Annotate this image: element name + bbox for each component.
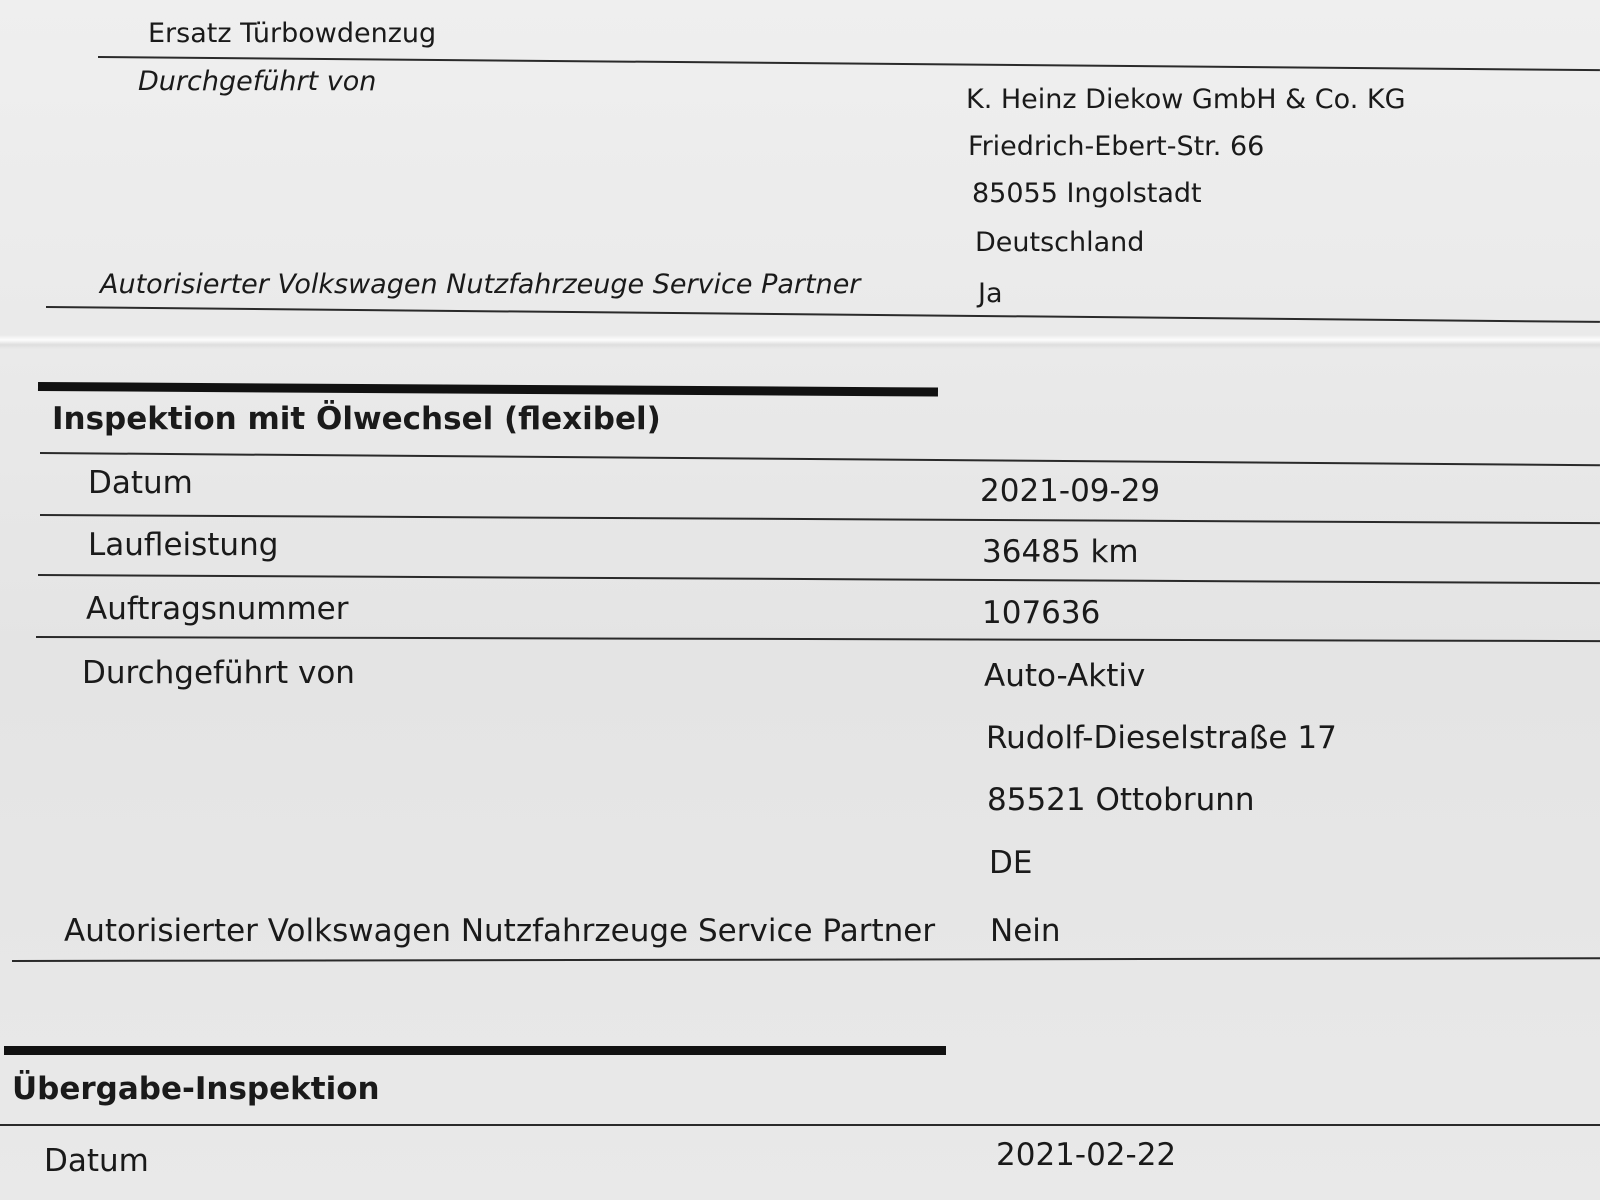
order-number-label: Auftragsnummer	[86, 591, 349, 627]
date-value: 2021-09-29	[980, 473, 1161, 509]
divider	[40, 452, 1600, 466]
workshop-city: 85521 Ottobrunn	[987, 782, 1255, 818]
divider	[40, 514, 1600, 524]
divider	[0, 1124, 1600, 1126]
date-label: Datum	[44, 1143, 149, 1179]
divider	[46, 306, 1600, 323]
divider	[36, 636, 1600, 642]
handover-heading: Übergabe-Inspektion	[12, 1071, 380, 1107]
partner-label: Autorisierter Volkswagen Nutzfahrzeuge Service Partner	[64, 913, 936, 949]
divider	[38, 574, 1600, 584]
workshop-name: Auto-Aktiv	[984, 658, 1146, 694]
mileage-label: Laufleistung	[88, 527, 279, 563]
mileage-value: 36485 km	[982, 534, 1139, 570]
divider	[12, 957, 1600, 962]
order-number-value: 107636	[982, 595, 1101, 631]
partner-value: Nein	[990, 913, 1061, 949]
date-value: 2021-02-22	[996, 1137, 1177, 1173]
partner-value: Ja	[978, 278, 1003, 309]
performed-by-label: Durchgeführt von	[138, 66, 377, 97]
section-bar	[38, 382, 938, 396]
service-title: Ersatz Türbowdenzug	[148, 18, 437, 49]
date-label: Datum	[88, 465, 193, 501]
paper-fold	[0, 335, 1600, 349]
workshop-country: DE	[989, 845, 1033, 881]
performed-by-label: Durchgeführt von	[82, 655, 355, 691]
workshop-street: Friedrich-Ebert-Str. 66	[968, 131, 1265, 162]
partner-label: Autorisierter Volkswagen Nutzfahrzeuge Service Partner	[100, 269, 861, 300]
workshop-country: Deutschland	[975, 227, 1145, 258]
inspection-heading: Inspektion mit Ölwechsel (flexibel)	[52, 401, 661, 437]
workshop-street: Rudolf-Dieselstraße 17	[986, 720, 1337, 756]
section-bar	[4, 1046, 946, 1055]
workshop-name: K. Heinz Diekow GmbH & Co. KG	[966, 84, 1406, 115]
workshop-city: 85055 Ingolstadt	[972, 178, 1202, 209]
